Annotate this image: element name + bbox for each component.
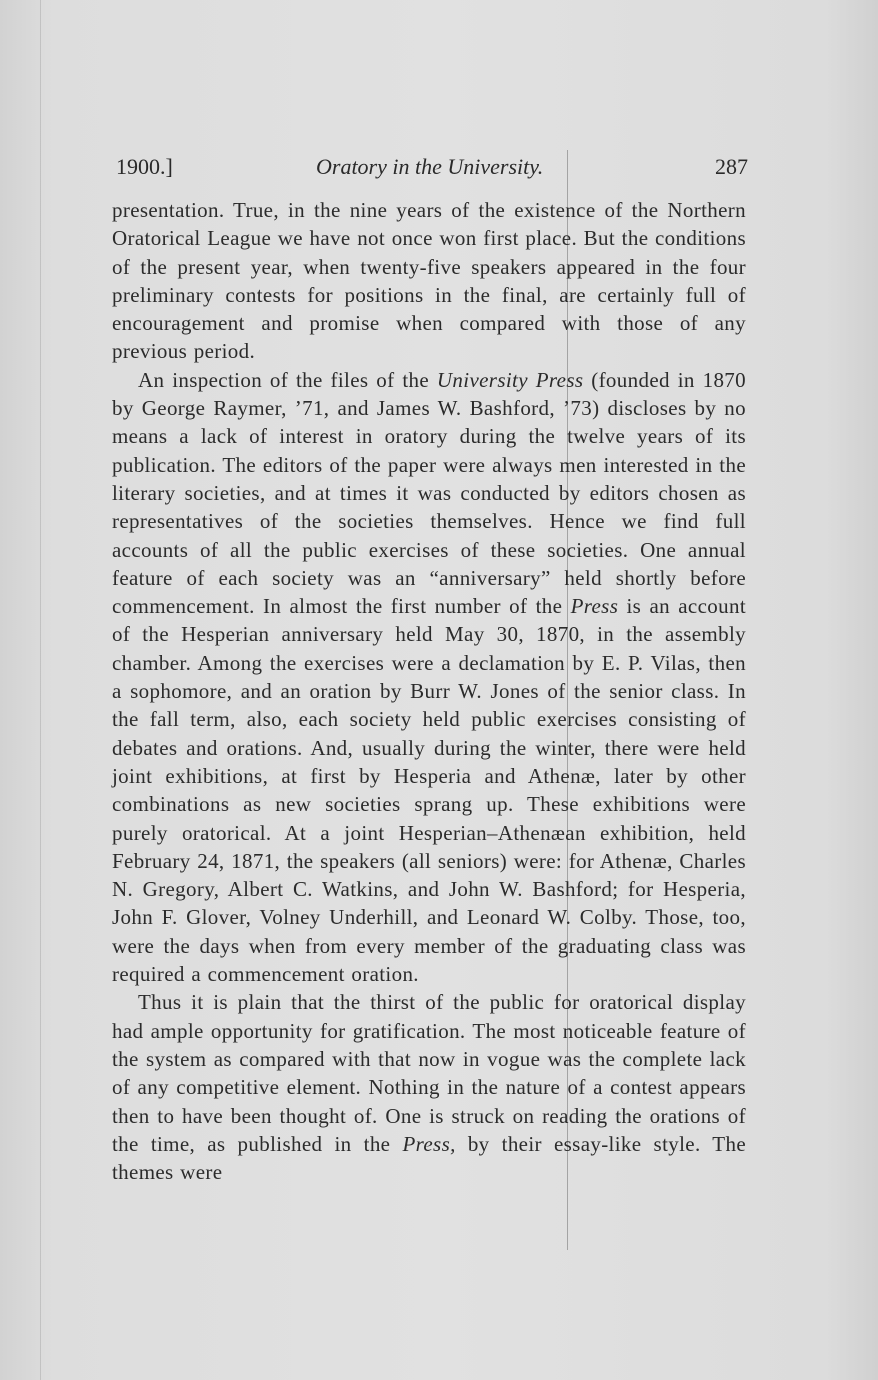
paragraph-text: An inspection of the files of the xyxy=(138,367,437,392)
paragraph-text: Thus it is plain that the thirst of the public for oratorical display had ample opportunity for gratification. The most noticeable feature of the system as compared with that now in vogue was the complete lack of any competitive element. Nothing in the nature of a contest appears then to have been thought of. One is struck on reading the orations of the time, as published in the xyxy=(112,990,746,1156)
paragraph-2 xyxy=(112,366,746,989)
page-number: 287 xyxy=(715,154,748,179)
page-edge-line xyxy=(40,0,41,1380)
running-header xyxy=(116,154,748,186)
italic-title: Press, xyxy=(402,1131,456,1156)
paragraph-3 xyxy=(112,988,746,1186)
paragraph-text: presentation. True, in the nine years of the existence of the Northern Oratorical League we have not once won first place. But the conditions of the present year, when twenty-five speakers appeared in the four preliminary contests for positions in the final, are certainly full of encouragement and promise when compared with those of any previous period. xyxy=(112,198,746,364)
header-title: Oratory in the University. xyxy=(316,154,544,179)
paragraph-text: is an account of the Hesperian anniversary held May 30, 1870, in the assembly chamber. Among the exercises were a declamation by E. P. Vilas, then a sophomore, and an oration by Burr W. Jones of the senior class. In the fall term, also, each society held public exercises consisting of debates and orations. And, usually during the winter, there were held joint exhibitions, at first by Hesperia and Athenæ, later by other combinations as new societies sprang up. These exhibitions were purely oratorical. At a joint Hesperian–Athenæan exhibition, held February 24, 1871, the speakers (all seniors) were: for Athenæ, Charles N. Gregory, Albert C. Watkins, and John W. Bashford; for Hesperia, John F. Glover, Volney Underhill, and Leonard W. Colby. Those, too, were the days when from every member of the graduating class was required a commencement oration. xyxy=(112,594,747,987)
header-year: 1900.] xyxy=(116,154,173,179)
paragraph-text: by their essay-like style. The themes were xyxy=(112,1131,747,1185)
paragraph-text: (founded in 1870 by George Raymer, ’71, and James W. Bashford, ’73) discloses by no means a lack of interest in oratory during the twelve years of its publication. The editors of the paper were always men interested in the literary societies, and at times it was conducted by editors chosen as representatives of the societies themselves. Hence we find full accounts of all the public exercises of these societies. One annual feature of each society was an “anniversary” held shortly before commencement. In almost the first number of the xyxy=(112,367,747,619)
paragraph-1 xyxy=(112,196,746,366)
italic-title: Press xyxy=(570,594,619,619)
italic-title: University Press xyxy=(436,367,584,392)
body-text xyxy=(112,196,746,1186)
